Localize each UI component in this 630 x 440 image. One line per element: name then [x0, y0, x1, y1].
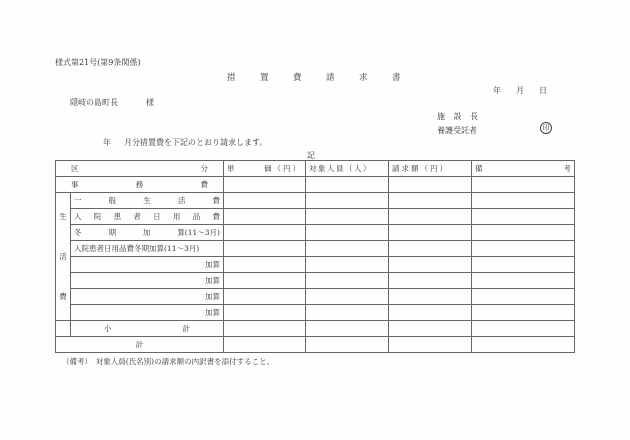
- cell-input[interactable]: [224, 193, 306, 209]
- cell-input[interactable]: [306, 225, 389, 241]
- header-persons: 対象人員（人）: [306, 161, 389, 177]
- cell-input[interactable]: [389, 177, 472, 193]
- date-field: [493, 85, 562, 96]
- cell-input[interactable]: [389, 241, 472, 257]
- header-category: 区 分: [56, 161, 224, 177]
- table-row: 加算: [56, 289, 575, 305]
- title-char: 請: [326, 73, 335, 83]
- cell-input[interactable]: [389, 273, 472, 289]
- cell-input[interactable]: [389, 225, 472, 241]
- facility-head-label: 施 設 長: [437, 112, 482, 121]
- cell-input[interactable]: [389, 209, 472, 225]
- cell-input[interactable]: [472, 241, 575, 257]
- date-month: 月: [516, 86, 524, 95]
- cell-input[interactable]: [389, 305, 472, 321]
- table-row-subtotal: 小 計: [56, 321, 575, 337]
- cell-input[interactable]: [224, 241, 306, 257]
- addressee-name: 隠岐の島町長: [70, 98, 118, 107]
- ki-label: 記: [307, 151, 315, 160]
- cell-input[interactable]: [224, 209, 306, 225]
- table-row: 加算: [56, 305, 575, 321]
- cell-input[interactable]: [224, 337, 306, 353]
- header-remarks: 備 考: [472, 161, 575, 177]
- remarks-note: （備考） 対象人員(氏名別)の請求額の内訳書を添付すること。: [62, 357, 275, 366]
- title-char: 置: [260, 73, 269, 83]
- form-number: 様式第21号(第9条関係): [55, 58, 141, 67]
- addressee-honorific: 様: [146, 98, 154, 107]
- cell-input[interactable]: [306, 305, 389, 321]
- cell-input[interactable]: [306, 289, 389, 305]
- cell-input[interactable]: [389, 193, 472, 209]
- cell-input[interactable]: [472, 209, 575, 225]
- table-row: 加算: [56, 257, 575, 273]
- cell-input[interactable]: [472, 337, 575, 353]
- title-char: 求: [359, 73, 368, 83]
- cell-input[interactable]: [472, 305, 575, 321]
- cell-input[interactable]: [472, 273, 575, 289]
- cell-input[interactable]: [389, 289, 472, 305]
- cell-input[interactable]: [306, 257, 389, 273]
- living-group-label: 生 活 費: [56, 193, 71, 321]
- cell-input[interactable]: [472, 177, 575, 193]
- statement-year: 年: [103, 138, 111, 147]
- cell-input[interactable]: [224, 289, 306, 305]
- statement-text: 月分措置費を下記のとおり請求します。: [124, 138, 268, 147]
- title-char: 費: [293, 73, 302, 83]
- cell-input[interactable]: [472, 257, 575, 273]
- cell-input[interactable]: [224, 273, 306, 289]
- cell-input[interactable]: [224, 321, 306, 337]
- seal-icon: 印: [540, 122, 552, 134]
- cell-input[interactable]: [306, 321, 389, 337]
- table-row: 冬 期 加 算(11～3月): [56, 225, 575, 241]
- cell-input[interactable]: [306, 273, 389, 289]
- title-char: 書: [392, 73, 401, 83]
- table-row-office: 事 務 費: [56, 177, 575, 193]
- table-row: 入院患者日用品費冬期加算(11～3月): [56, 241, 575, 257]
- cell-input[interactable]: [306, 177, 389, 193]
- cell-input[interactable]: [224, 177, 306, 193]
- statement: [103, 137, 267, 148]
- cell-input[interactable]: [224, 225, 306, 241]
- title-char: 措: [227, 73, 236, 83]
- table-row: 加算: [56, 273, 575, 289]
- cell-input[interactable]: [306, 241, 389, 257]
- addressee: [70, 97, 154, 108]
- cell-input[interactable]: [472, 225, 575, 241]
- header-row: [56, 161, 575, 177]
- date-year: 年: [493, 86, 501, 95]
- header-claim: 請求額（円）: [389, 161, 472, 177]
- cell-input[interactable]: [389, 257, 472, 273]
- table-row: 入 院 患 者 日 用 品 費: [56, 209, 575, 225]
- cell-input[interactable]: [224, 305, 306, 321]
- header-unit-price: 単 価（円）: [224, 161, 306, 177]
- table-row: 生 活 費 一 般 生 活 費: [56, 193, 575, 209]
- cell-input[interactable]: [306, 193, 389, 209]
- caretaker-label: 養護受託者: [437, 126, 477, 135]
- cell-input[interactable]: [306, 209, 389, 225]
- date-day: 日: [539, 86, 547, 95]
- cell-input[interactable]: [472, 193, 575, 209]
- cell-input[interactable]: [472, 289, 575, 305]
- cell-input[interactable]: [389, 321, 472, 337]
- cell-input[interactable]: [389, 337, 472, 353]
- cell-input[interactable]: [472, 321, 575, 337]
- cell-input[interactable]: [224, 257, 306, 273]
- table-row-total: 計: [56, 337, 575, 353]
- cell-input[interactable]: [306, 337, 389, 353]
- document-title: [227, 71, 425, 83]
- claim-table: [55, 160, 575, 353]
